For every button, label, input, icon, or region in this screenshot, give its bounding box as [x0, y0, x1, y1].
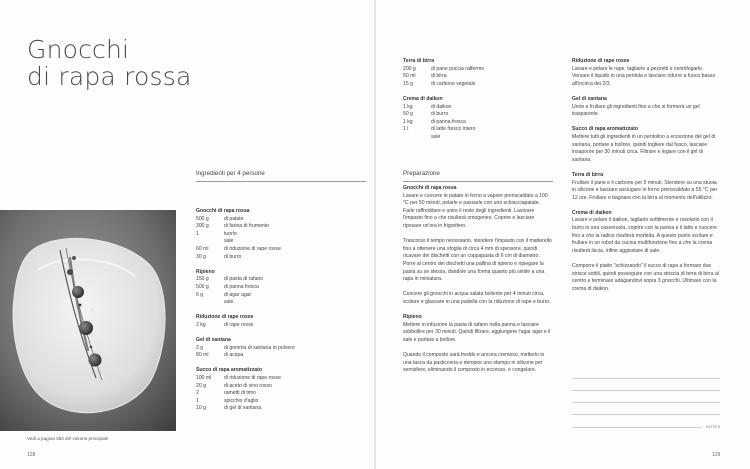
ingredient-name: di patate — [224, 215, 244, 222]
ingredient-quantity: 10 g — [196, 405, 206, 412]
ingredient-group-title: Gel di xantana — [196, 337, 231, 344]
page-number-left: 128 — [27, 452, 36, 458]
preparation-step-title: Terra di birra — [572, 171, 604, 178]
ingredient-row — [196, 345, 368, 353]
ingredient-quantity: 500 g — [196, 215, 209, 222]
ingredient-row — [196, 299, 368, 307]
ingredient-quantity: 200 g — [403, 65, 416, 72]
ingredient-group-title: Terra di birra — [403, 58, 435, 64]
ingredient-quantity: 100 ml — [196, 375, 212, 382]
preparation-paragraph: Unire e frullare gli ingredienti fino a che si formerà un gel trasparente. — [572, 103, 700, 118]
ingredient-quantity: 30 g — [196, 253, 206, 260]
ingredient-row — [196, 398, 368, 406]
recipe-title-line-1: Gnocchi — [27, 35, 130, 64]
ingredient-group-title: Ripieno — [196, 268, 215, 275]
ingredient-name: di pane puccia raffermo — [431, 65, 485, 72]
ingredient-row — [196, 223, 368, 231]
ingredient-group — [196, 337, 368, 360]
ingredient-name: di gomma di xantana in polvere — [224, 344, 295, 351]
preparation-paragraph: Trascorso il tempo necessario, stendere l'impasto con il matterello fino a ottenere una sfoglia di circa 4 mm di spessore, quindi ricavare dei dischetti con un coppapasta di 6 cm di diametro. Porre al centro dei dischetti una pallina di ripieno e ripiegare la pasta su se stessa, dandole una forma quanto più simile a una rapa in miniatura. — [403, 238, 552, 283]
ingredient-row — [403, 134, 553, 142]
ingredient-name: di pasta di rafano — [224, 276, 264, 283]
ingredients-rule — [196, 181, 366, 182]
ingredient-name: di latte fresco intero — [431, 126, 476, 133]
ingredient-row — [196, 322, 368, 330]
ingredient-name: sale — [431, 133, 441, 140]
ingredient-quantity: 2 — [196, 390, 199, 397]
ingredient-quantity: 1 kg — [403, 118, 413, 125]
ingredient-row — [196, 231, 368, 239]
ingredient-name: di farina di frumento — [224, 223, 270, 230]
preparation-paragraph: Cuocere gli gnocchi in acqua salata bollente per 4 minuti circa, scolare e glassare in una padella con la riduzione di rape e burro. — [403, 291, 551, 305]
preparation-rule — [403, 181, 553, 182]
ingredient-name: di carbone vegetale — [431, 80, 476, 87]
ingredient-row — [403, 66, 553, 74]
ingredient-quantity: 150 g — [196, 276, 209, 283]
ingredient-row — [196, 405, 368, 413]
ingredient-row — [196, 254, 368, 262]
recipe-title — [27, 36, 192, 90]
ingredient-row — [196, 352, 368, 360]
ingredient-quantity: 1 — [196, 230, 199, 237]
ingredient-group — [196, 269, 368, 307]
preparation-paragraph: Lavare e pelare le rape, tagliarle a pezzetti e centrifugarle. Versare il liquido in una pentola e lasciare ridurre a fuoco basso all'incirca dei 2/3. — [572, 65, 716, 87]
ingredient-row — [196, 292, 368, 300]
notes-line — [572, 427, 702, 428]
ingredient-name: spicchio d'aglio — [224, 397, 259, 404]
photo-caption: Vedi a pagina 350 del volume principale — [27, 436, 109, 441]
ingredient-quantity: 300 g — [196, 223, 209, 230]
ingredient-row — [196, 390, 368, 398]
ingredient-quantity — [196, 238, 224, 246]
ingredient-group — [196, 314, 368, 329]
preparation-step-title: Gnocchi di rapa rossa — [403, 185, 457, 191]
ingredient-quantity: 1 l — [403, 126, 409, 133]
book-gutter — [374, 0, 376, 469]
preparation-heading: Preparazione — [403, 170, 440, 177]
ingredient-row — [196, 216, 368, 224]
ingredient-row — [403, 81, 553, 89]
ingredient-row — [403, 126, 553, 134]
ingredient-quantity: 80 ml — [196, 352, 209, 359]
preparation-step-title: Gel di xantana — [572, 95, 607, 102]
ingredient-row — [403, 119, 553, 127]
preparation-column-1 — [403, 185, 553, 375]
ingredient-row — [196, 276, 368, 284]
ingredient-quantity: 50 g — [403, 111, 413, 118]
ingredient-group-title: Gnocchi di rapa rossa — [196, 208, 250, 214]
ingredient-group — [403, 96, 553, 142]
ingredient-name: di gel di xantana — [224, 405, 262, 412]
ingredient-quantity: 6 g — [196, 291, 204, 298]
ingredient-name: di aceto di vino rosso — [224, 382, 272, 389]
ingredient-group — [196, 208, 368, 261]
notes-line — [572, 414, 720, 415]
ingredient-group — [403, 58, 553, 88]
ingredients-heading: Ingredienti per 4 persone — [196, 170, 265, 177]
ingredient-group-title: Succo di rapa aromatizzato — [196, 367, 262, 374]
ingredient-name: di panna fresca — [431, 118, 466, 125]
ingredients-list — [196, 208, 368, 413]
ingredient-row — [196, 238, 368, 246]
notes-line — [572, 402, 720, 403]
preparation-paragraph: Frullare il pane e il carbone per 5 minuti. Stendere su una stuoia in silicone e lasciare asciugare in forno preriscaldato a 55 °C per 12 ore. Frullare e bagnare con la birra al momento dell'utilizzo. — [572, 179, 718, 201]
ingredient-name: di acqua — [224, 352, 244, 359]
ingredient-name: di daikon — [431, 103, 452, 110]
preparation-paragraph: Lavare e cuocere le patate in forno a vapore preriscaldato a 100 °C per 50 minuti, pelarle e passarle con uno schiacciapatate. Farle raffreddare e unire il resto degli ingredienti. Lavorare l'impasto fino a che risulterà omogeneo. Coprire e lasciare riposare un'ora in frigorifero. — [403, 192, 548, 229]
preparation-paragraph: Comporre il piatto "schizzando" il succo di rapa a formare due strisce sottili, quindi posseguire con una striscia di terra di birra al centro e terminare adagiandovi sopra 3 gnocchi. Ultimare con la crema di daikon. — [572, 263, 719, 292]
ingredient-quantity: 500 g — [196, 283, 209, 290]
notes-line — [572, 390, 720, 391]
preparation-paragraph: Quando il composto sarà freddo e ancora cremoso, metterlo in una tasca da pasticceria e riempire uno stampo in silicone per semisfere, eliminando il composto in eccesso, e congelare. — [403, 352, 545, 374]
ingredient-name: di agar agar — [224, 291, 252, 298]
ingredient-quantity: 1 kg — [403, 103, 413, 110]
preparation-step-title: Riduzione di rape rosse — [572, 58, 630, 64]
ingredient-quantity: 20 g — [196, 382, 206, 389]
ingredient-row — [403, 73, 553, 81]
ingredient-row — [403, 111, 553, 119]
notes-label: NOTES — [706, 425, 721, 429]
ingredient-quantity: 50 ml — [403, 73, 416, 80]
ingredient-name: tuorlo — [224, 230, 237, 237]
preparation-paragraph: Mettere tutti gli ingredienti in un pentolino a eccezione del gel di xantana, portare a bollore, quindi togliere dal fuoco, lasciare insaporire per 30 minuti circa. Filtrare e legare con il gel di xantana. — [572, 133, 716, 163]
ingredient-quantity: 60 ml — [196, 245, 209, 252]
notes-line — [572, 378, 720, 379]
ingredient-name: sale — [224, 238, 234, 245]
ingredient-name: di burro — [431, 111, 449, 118]
preparation-column-2 — [572, 58, 722, 293]
ingredient-name: di panna fresca — [224, 283, 259, 290]
ingredient-quantity — [403, 134, 431, 142]
ingredient-quantity: 2 kg — [196, 321, 206, 328]
ingredient-row — [196, 375, 368, 383]
ingredient-quantity: 1 — [196, 397, 199, 404]
ingredient-group — [196, 367, 368, 413]
ingredient-row — [403, 104, 553, 112]
page-number-right: 129 — [712, 452, 721, 458]
ingredient-name: di riduzione di rape rosse — [224, 245, 281, 252]
ingredient-name: rametti di timo — [224, 390, 256, 397]
ingredient-name: sale — [224, 299, 234, 306]
ingredient-row — [196, 246, 368, 254]
plated-gnocchi-image — [0, 210, 176, 431]
preparation-paragraph: Mettere in infusione la pasta di rafano nella panna e lasciare sobbollire per 30 minuti. Quindi filtrare, aggiungere l'agar agar e il sale e portare a bollore. — [403, 321, 551, 343]
preparation-step-title: Ripieno — [403, 314, 422, 321]
extra-ingredients-list — [403, 58, 553, 142]
ingredient-name: di birra — [431, 73, 447, 80]
ingredient-quantity — [196, 299, 224, 307]
ingredient-name: di burro — [224, 253, 242, 260]
ingredient-group-title: Crema di daikon — [403, 95, 443, 102]
recipe-title-line-2: di rapa rossa — [27, 62, 192, 91]
ingredient-name: di riduzione di rape rosse — [224, 375, 281, 382]
ingredient-row — [196, 284, 368, 292]
ingredient-quantity: 15 g — [403, 80, 413, 87]
ingredient-group-title: Riduzione di rape rosse — [196, 314, 254, 321]
preparation-paragraph: Lavare e pelare il daikon, tagliarlo sottilmente e rosolarlo con il burro in una casseruola, coprire con la panna e il latte e cuocere fino a che la radice risulterà morbida. A questo punto scolare e frullare in un robot da cucina multifunzione fino a che la crema risulterà liscia, infine aggiustare di sale. — [572, 217, 717, 254]
ingredient-name: di rape rosse — [224, 321, 254, 328]
ingredient-quantity: 3 g — [196, 344, 204, 351]
dish-photo — [0, 210, 176, 431]
ingredient-row — [196, 383, 368, 391]
preparation-step-title: Succo di rapa aromatizzato — [572, 126, 638, 133]
preparation-step-title: Crema di daikon — [572, 209, 612, 216]
